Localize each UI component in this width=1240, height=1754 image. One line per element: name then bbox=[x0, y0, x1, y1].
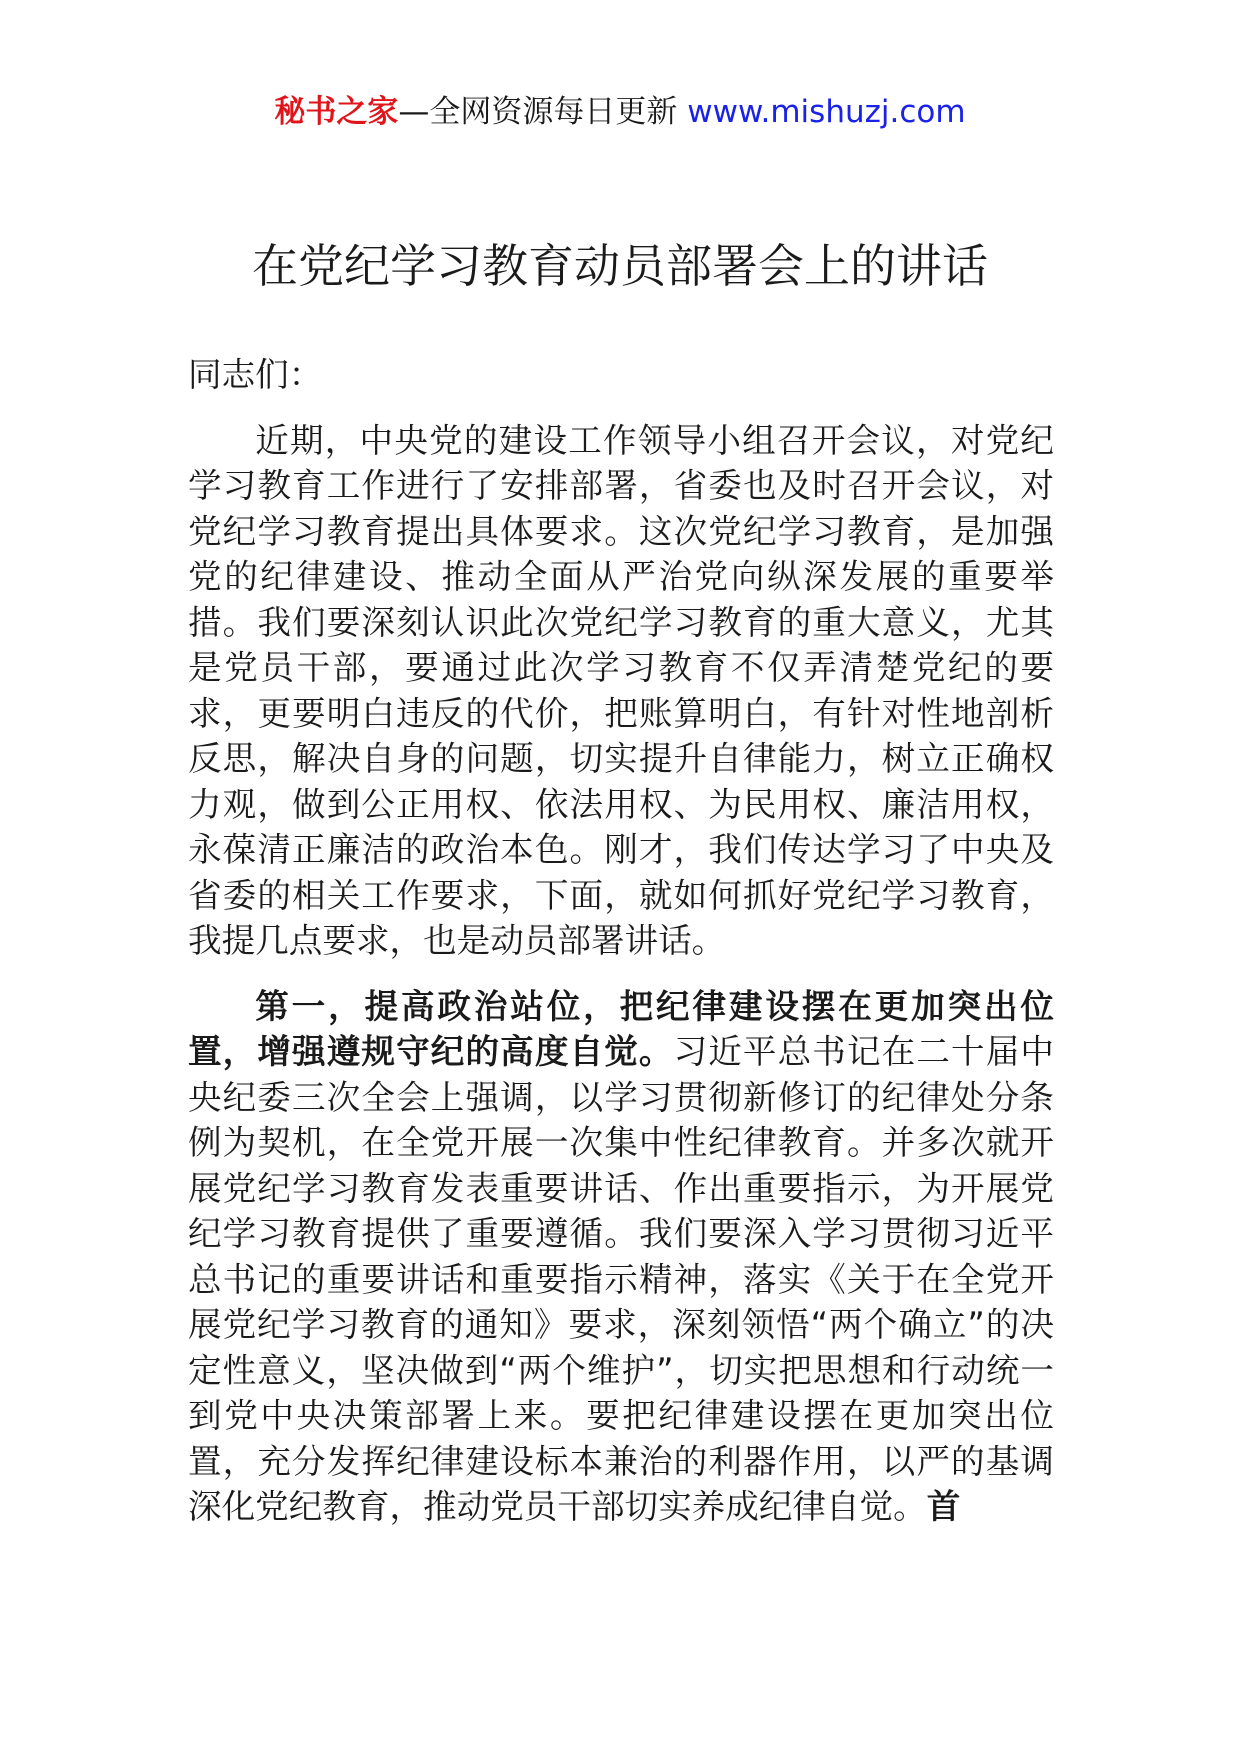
site-tagline: —全网资源每日更新 bbox=[398, 94, 678, 130]
document-title: 在党纪学习教育动员部署会上的讲话 bbox=[252, 239, 988, 293]
brand-name: 秘书之家 bbox=[274, 94, 399, 130]
salutation: 同志们： bbox=[188, 355, 323, 394]
document-body bbox=[188, 352, 1054, 1550]
paragraph-2-body: 习近平总书记在二十届中央纪委三次全会上强调，以学习贯彻新修订的纪律处分条例为契机，在全党开展一次集中性纪律教育。并多次就开展党纪学习教育发表重要讲话、作出重要指示，为开展党纪学习教育提供了重要遵循。我们要深入学习贯彻习近平总书记的重要讲话和重要指示精神，落实《关于在全党开展党纪学习教育的通知》要求，深刻领悟“两个确立”的决定性意义，坚决做到“两个维护”，切实把思想和行动统一到党中央决策部署上来。要把纪律建设摆在更加突出位置，充分发挥纪律建设标本兼治的利器作用，以严的基调深化党纪教育，推动党员干部切实养成纪律自觉。 bbox=[188, 1032, 1054, 1526]
paragraph-2 bbox=[188, 984, 1054, 1530]
paragraph-2-tail: 首 bbox=[926, 1487, 961, 1526]
paragraph-1: 近期，中央党的建设工作领导小组召开会议，对党纪学习教育工作进行了安排部署，省委也及时召开会议，对党纪学习教育提出具体要求。这次党纪学习教育，是加强党的纪律建设、推动全面从严治党向纵深发展的重要举措。我们要深刻认识此次党纪学习教育的重大意义，尤其是党员干部，要通过此次学习教育不仅弄清楚党纪的要求，更要明白违反的代价，把账算明白，有针对性地剖析反思，解决自身的问题，切实提升自律能力，树立正确权力观，做到公正用权、依法用权、为民用权、廉洁用权，永葆清正廉洁的政治本色。刚才，我们传达学习了中央及省委的相关工作要求，下面，就如何抓好党纪学习教育，我提几点要求，也是动员部署讲话。 bbox=[188, 420, 1054, 960]
site-url-link[interactable]: www.mishuzj.com bbox=[687, 94, 966, 130]
site-header bbox=[0, 92, 1240, 132]
paragraph-2-heading: 第一，提高政治站位，把纪律建设摆在更加突出位置，增强遵规守纪的高度自觉。 bbox=[188, 986, 1054, 1071]
